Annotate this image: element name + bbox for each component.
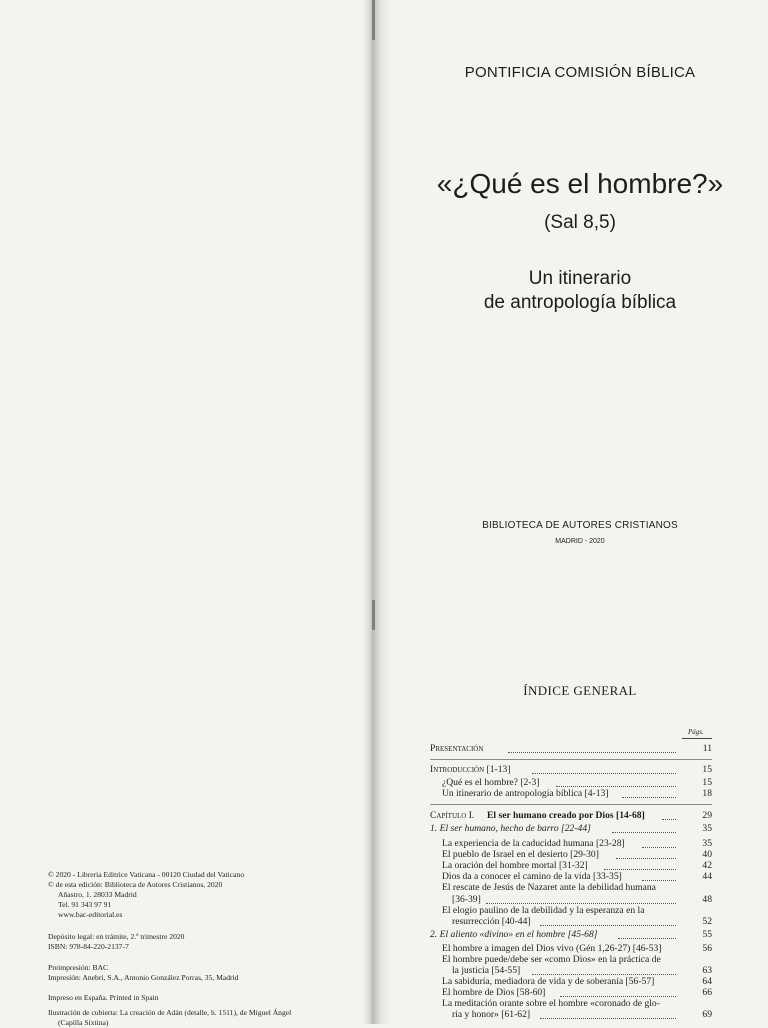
toc-leader-dots <box>560 996 676 997</box>
toc-leader-dots <box>604 869 676 870</box>
toc-leader-dots <box>532 773 676 774</box>
gutter-shadow-top <box>372 0 375 40</box>
toc-entry-text: ria y honor» [61-62] <box>452 1009 531 1020</box>
imprint-line: Impresión: Anebri, S.A., Antonio González Porras, 35, Madrid <box>48 973 239 982</box>
toc-entry-page: 56 <box>702 943 712 954</box>
imprint-line: Tel. 91 343 97 91 <box>58 900 112 909</box>
subtitle-line-1: Un itinerario <box>528 268 632 289</box>
toc-leader-dots <box>642 880 676 881</box>
index-title: ÍNDICE GENERAL <box>523 683 637 698</box>
toc-entry-page: 55 <box>702 929 712 940</box>
toc-entry-text: Un itinerario de antropología bíblica [4-13] <box>442 788 609 799</box>
toc-entry-text: El hombre de Dios [58-60] <box>442 987 546 998</box>
toc-entry-page: 64 <box>702 976 712 987</box>
commission-name: PONTIFICIA COMISIÓN BÍBLICA <box>464 64 696 81</box>
toc-entry-page: 15 <box>702 777 712 788</box>
toc-entry-text: El hombre a imagen del Dios vivo (Gén 1,26-27) [46-53] <box>442 943 662 954</box>
imprint-line: (Capilla Sixtina) <box>58 1018 109 1027</box>
toc-entry-page: 40 <box>702 849 712 860</box>
toc-leader-dots <box>508 752 676 753</box>
toc-leader-dots <box>612 832 676 833</box>
toc-entry-page: 15 <box>702 764 712 775</box>
toc-entry-text: La meditación orante sobre el hombre «coronado de glo- <box>442 998 660 1009</box>
toc-entry-text: 2. El aliento «divino» en el hombre [45-68] <box>430 929 598 940</box>
toc-leader-dots <box>532 974 676 975</box>
page-label-rule <box>682 738 712 739</box>
toc-entry-page: 29 <box>702 810 712 821</box>
imprint-line: ISBN: 978-84-220-2137-7 <box>48 942 129 951</box>
imprint-line: www.bac-editorial.es <box>58 910 123 919</box>
toc-entry-text: La experiencia de la caducidad humana [23-28] <box>442 838 625 849</box>
imprint-line: Preimpresión: BAC <box>48 963 109 972</box>
imprint-line: © 2020 - Libreria Editrice Vaticana - 00120 Ciudad del Vaticano <box>48 870 245 879</box>
place-year: MADRID - 2020 <box>555 538 605 545</box>
toc-entry-page: 35 <box>702 838 712 849</box>
toc-leader-dots <box>540 1018 676 1019</box>
toc-entry-text: ¿Qué es el hombre? [2-3] <box>442 777 540 788</box>
toc-leader-dots <box>618 938 676 939</box>
toc-entry-text: La sabiduría, mediadora de vida y de soberanía [56-57] <box>442 976 655 987</box>
toc-leader-dots <box>486 903 676 904</box>
toc-entry-text: El hombre puede/debe ser «como Dios» en la práctica de <box>442 954 661 965</box>
imprint-line: © de esta edición: Biblioteca de Autores Cristianos, 2020 <box>48 880 223 889</box>
toc-entry-page: 11 <box>702 743 712 754</box>
toc-separator <box>430 759 712 760</box>
toc-entry-page: 69 <box>702 1009 712 1020</box>
psalm-reference: (Sal 8,5) <box>544 212 616 233</box>
toc-chapter-label: Capítulo I. <box>430 810 475 821</box>
toc-entry-text: El ser humano creado por Dios [14-68] <box>487 810 645 821</box>
publisher-name: BIBLIOTECA DE AUTORES CRISTIANOS <box>482 520 678 531</box>
book-gutter <box>362 0 392 1024</box>
toc-entry-page: 63 <box>702 965 712 976</box>
toc-entry-text: Introducción [1-13] <box>430 764 511 775</box>
book-title: «¿Qué es el hombre?» <box>436 168 724 199</box>
imprint-line: Ilustración de cubierta: La creación de Adán (detalle, h. 1511), de Miguel Ángel <box>48 1008 292 1017</box>
toc-entry-page: 66 <box>702 987 712 998</box>
toc-entry-text: la justicia [54-55] <box>452 965 521 976</box>
page-column-label: Págs. <box>688 728 704 736</box>
toc-entry-text: [36-39] <box>452 894 481 905</box>
imprint-line: Depósito legal: en trámite, 2.º trimestre 2020 <box>48 932 185 941</box>
toc-entry-text: El pueblo de Israel en el desierto [29-30] <box>442 849 599 860</box>
toc-leader-dots <box>622 797 676 798</box>
toc-leader-dots <box>556 786 676 787</box>
toc-entry-page: 44 <box>702 871 712 882</box>
toc-leader-dots <box>642 847 676 848</box>
imprint-line: Añastro, 1. 28033 Madrid <box>58 890 137 899</box>
toc-entry-page: 18 <box>702 788 712 799</box>
toc-entry-text: Presentación <box>430 743 484 754</box>
toc-entry-text: 1. El ser humano, hecho de barro [22-44] <box>430 823 591 834</box>
subtitle-line-2: de antropología bíblica <box>483 292 677 313</box>
toc-entry-text: El rescate de Jesús de Nazaret ante la debilidad humana <box>442 882 656 893</box>
toc-leader-dots <box>616 858 676 859</box>
toc-leader-dots <box>662 819 676 820</box>
toc-entry-page: 35 <box>702 823 712 834</box>
toc-entry-text: La oración del hombre mortal [31-32] <box>442 860 588 871</box>
toc-entry-text: Dios da a conocer el camino de la vida [33-35] <box>442 871 622 882</box>
gutter-shadow-middle <box>372 600 375 630</box>
toc-entry-page: 52 <box>702 916 712 927</box>
toc-separator <box>430 804 712 805</box>
toc-entry-page: 42 <box>702 860 712 871</box>
toc-entry-text: El elogio paulino de la debilidad y la esperanza en la <box>442 905 645 916</box>
toc-leader-dots <box>540 925 676 926</box>
imprint-line: Impreso en España. Printed in Spain <box>48 993 159 1002</box>
toc-entry-page: 48 <box>702 894 712 905</box>
toc-entry-text: resurrección [40-44] <box>452 916 531 927</box>
